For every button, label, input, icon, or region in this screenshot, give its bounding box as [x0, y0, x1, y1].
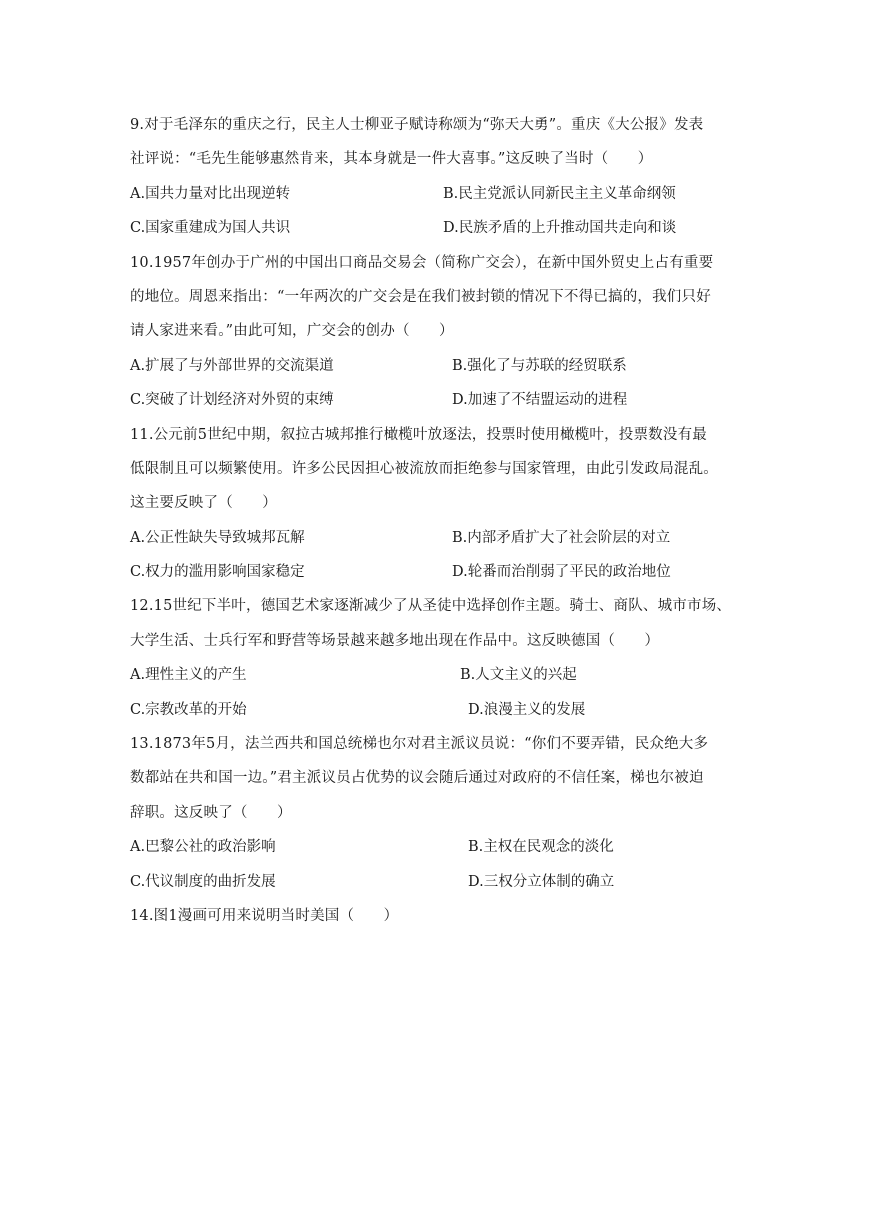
question-12-option-b: B.人文主义的兴起 — [460, 667, 577, 684]
question-13-option-b: B.主权在民观念的淡化 — [468, 839, 614, 856]
question-10-options-row-1 — [130, 349, 750, 383]
question-13-line-3: 辞职。这反映了（ ） — [130, 804, 292, 821]
question-13 — [130, 727, 750, 899]
question-9-option-d: D.民族矛盾的上升推动国共走向和谈 — [443, 220, 677, 237]
question-13-line-2: 数都站在共和国一边。”君主派议员占优势的议会随后通过对政府的不信任案，梯也尔被迫 — [130, 770, 704, 787]
question-11-line-2: 低限制且可以频繁使用。许多公民因担心被流放而拒绝参与国家管理，由此引发政局混乱。 — [130, 460, 718, 477]
question-11-option-b: B.内部矛盾扩大了社会阶层的对立 — [452, 529, 671, 546]
question-11-line-1: 11.公元前5世纪中期，叙拉古城邦推行橄榄叶放逐法，投票时使用橄榄叶，投票数没有最 — [130, 426, 707, 443]
question-10-option-c: C.突破了计划经济对外贸的束缚 — [130, 392, 334, 409]
question-10-line-2: 的地位。周恩来指出：“一年两次的广交会是在我们被封锁的情况下不得已搞的，我们只好 — [130, 288, 711, 305]
question-11 — [130, 418, 750, 590]
question-13-options-row-1 — [130, 830, 750, 864]
question-13-options-row-2 — [130, 865, 750, 899]
question-12-line-2: 大学生活、士兵行军和野营等场景越来越多地出现在作品中。这反映德国（ ） — [130, 632, 660, 649]
question-9-option-c: C.国家重建成为国人共识 — [130, 220, 291, 237]
question-14 — [130, 899, 750, 933]
question-12-line-1: 12.15世纪下半叶，德国艺术家逐渐减少了从圣徒中选择创作主题。骑士、商队、城市市场、 — [130, 598, 732, 615]
question-9 — [130, 108, 750, 246]
question-10-line-1: 10.1957年创办于广州的中国出口商品交易会（简称广交会），在新中国外贸史上占有重要 — [130, 254, 714, 271]
question-13-option-a: A.巴黎公社的政治影响 — [130, 839, 276, 856]
question-12-option-a: A.理性主义的产生 — [130, 667, 247, 684]
question-12-options-row-2 — [130, 693, 750, 727]
question-10-option-a: A.扩展了与外部世界的交流渠道 — [130, 357, 334, 374]
question-11-line-3: 这主要反映了（ ） — [130, 495, 277, 512]
question-10-line-3: 请人家进来看。”由此可知，广交会的创办（ ） — [130, 323, 454, 340]
question-11-options-row-1 — [130, 521, 750, 555]
question-12 — [130, 589, 750, 727]
question-9-line-2: 社评说：“毛先生能够惠然肯来，其本身就是一件大喜事。”这反映了当时（ ） — [130, 151, 653, 168]
question-13-option-d: D.三权分立体制的确立 — [468, 873, 615, 890]
question-9-line-1: 9.对于毛泽东的重庆之行，民主人士柳亚子赋诗称颂为“弥天大勇”。重庆《大公报》发表 — [130, 117, 704, 133]
question-10-option-b: B.强化了与苏联的经贸联系 — [452, 357, 627, 374]
question-9-option-b: B.民主党派认同新民主主义革命纲领 — [443, 185, 676, 202]
question-13-option-c: C.代议制度的曲折发展 — [130, 873, 276, 890]
question-9-option-a: A.国共力量对比出现逆转 — [130, 185, 291, 202]
question-10-option-d: D.加速了不结盟运动的进程 — [452, 392, 628, 409]
question-13-line-1: 13.1873年5月，法兰西共和国总统梯也尔对君主派议员说：“你们不要弄错，民众绝大多 — [130, 736, 709, 753]
question-11-option-c: C.权力的滥用影响国家稳定 — [130, 564, 305, 581]
question-10-options-row-2 — [130, 383, 750, 417]
exam-page — [130, 108, 750, 933]
question-12-option-c: C.宗教改革的开始 — [130, 701, 247, 718]
question-11-option-a: A.公正性缺失导致城邦瓦解 — [130, 529, 305, 546]
question-11-options-row-2 — [130, 555, 750, 589]
question-14-line-1: 14.图1漫画可用来说明当时美国（ ） — [130, 907, 399, 924]
question-9-options-row-2 — [130, 211, 750, 245]
question-12-option-d: D.浪漫主义的发展 — [468, 701, 586, 718]
question-9-options-row-1 — [130, 177, 750, 211]
question-12-options-row-1 — [130, 658, 750, 692]
question-11-option-d: D.轮番而治削弱了平民的政治地位 — [452, 564, 671, 581]
question-10 — [130, 246, 750, 418]
